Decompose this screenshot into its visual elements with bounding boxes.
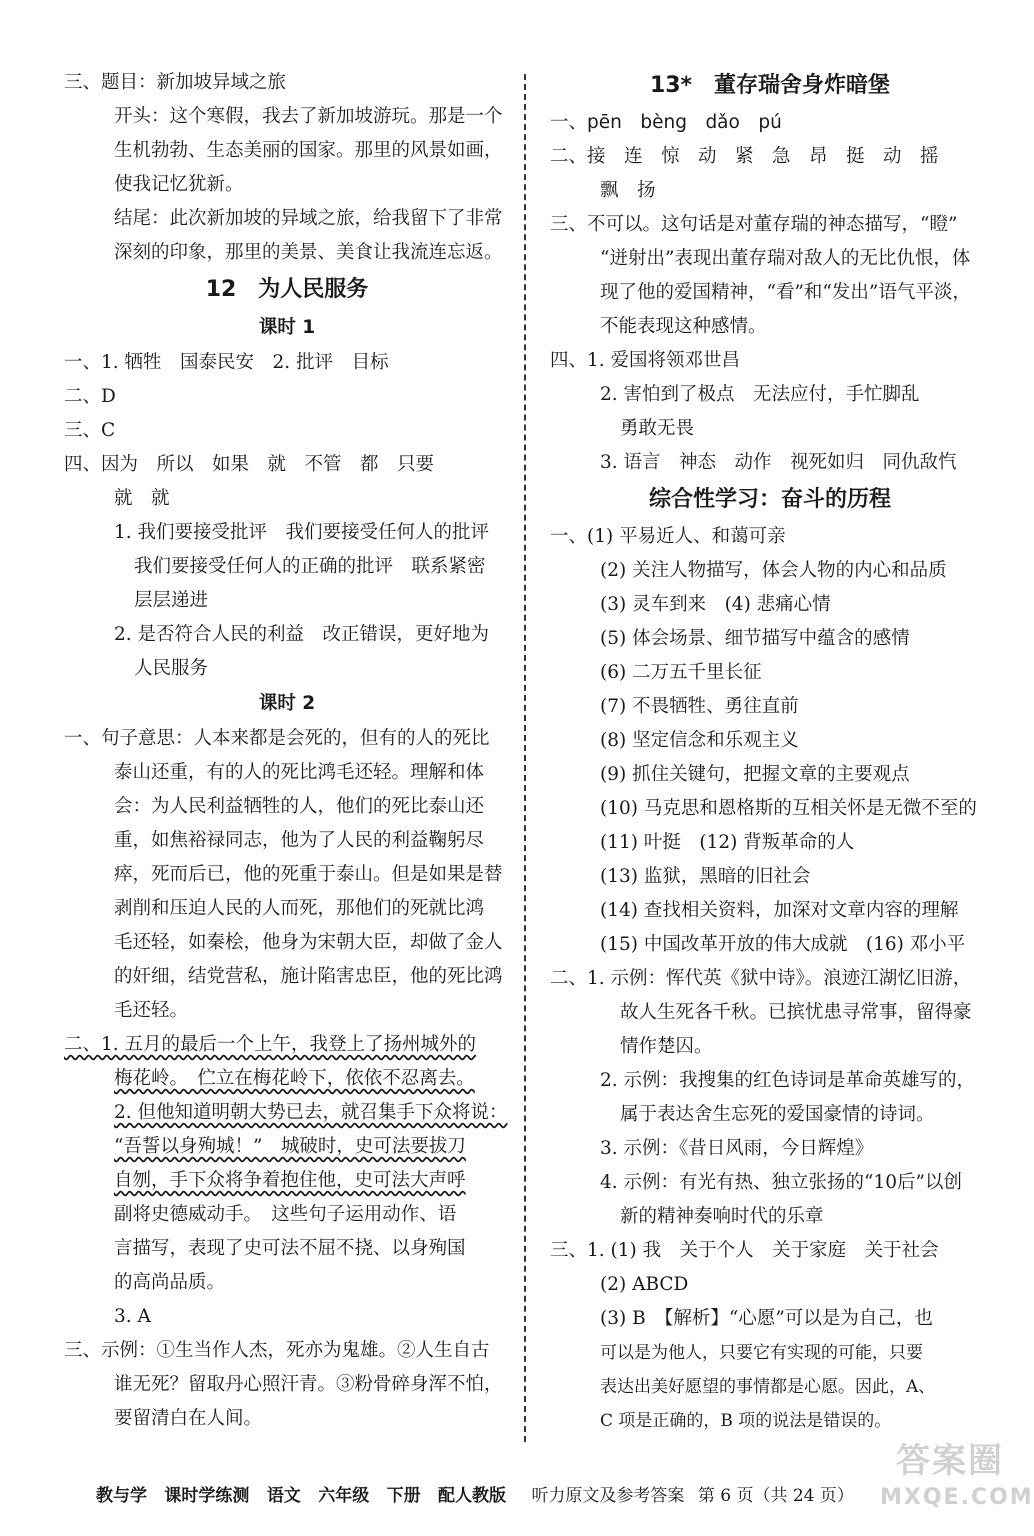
answer-line: 剥削和压迫人民的人而死，那他们的死就比鸿 bbox=[114, 898, 485, 919]
answer-line: 一、(1) 平易近人、和蔼可亲 bbox=[550, 526, 786, 547]
footer-page-number: 第 6 页（共 24 页） bbox=[697, 1486, 854, 1506]
answer-line: 谁无死？留取丹心照汗青。③粉骨碎身浑不怕， bbox=[114, 1374, 503, 1395]
answer-line: 三、1. (1) 我 关于个人 关于家庭 关于社会 bbox=[550, 1240, 939, 1261]
answer-line: 二、接 连 惊 动 紧 急 昂 挺 动 摇 bbox=[550, 146, 939, 167]
answer-line: 1. 我们要接受批评 我们要接受任何人的批评 bbox=[114, 522, 490, 543]
left-column bbox=[64, 66, 510, 1436]
answer-line: 二、1. 五月的最后一个上午，我登上了扬州城外的 bbox=[64, 1034, 477, 1055]
answer-line: 三、示例：①生当作人杰，死亦为鬼雄。②人生自古 bbox=[64, 1340, 490, 1361]
answer-line: 二、1. 示例：恽代英《狱中诗》。浪迹江湖忆旧游， bbox=[550, 968, 972, 989]
answer-line: (5) 体会场景、细节描写中蕴含的感情 bbox=[600, 628, 910, 649]
answer-line: 3. A bbox=[114, 1306, 151, 1327]
page-footer bbox=[96, 1480, 956, 1512]
answer-line: “迸射出”表现出董存瑞对敌人的无比仇恨，体 bbox=[600, 248, 971, 269]
watermark-logo bbox=[880, 1438, 1034, 1530]
answer-line: 我们要接受任何人的正确的批评 联系紧密 bbox=[134, 556, 486, 577]
answer-line: 3. 语言 神态 动作 视死如归 同仇敌忾 bbox=[600, 452, 957, 473]
answer-line: (8) 坚定信念和乐观主义 bbox=[600, 730, 799, 751]
footer-subject: 语文 bbox=[266, 1486, 301, 1506]
section-title: 13* 董存瑞舍身炸暗堡 bbox=[649, 73, 891, 98]
answer-line: 勇敢无畏 bbox=[620, 418, 695, 439]
footer-series: 课时学练测 bbox=[164, 1486, 250, 1506]
answer-line: 飘 扬 bbox=[600, 180, 656, 201]
answer-line: 三、题目：新加坡异域之旅 bbox=[64, 72, 287, 93]
answer-line: 就 就 bbox=[114, 488, 170, 509]
answer-line: (14) 查找相关资料，加深对文章内容的理解 bbox=[600, 900, 959, 921]
lesson-subtitle: 课时 1 bbox=[258, 317, 316, 338]
answer-line: 2. 是否符合人民的利益 改正错误，更好地为 bbox=[114, 624, 490, 645]
answer-line: 不能表现这种感情。 bbox=[600, 316, 767, 337]
footer-brand: 教与学 bbox=[96, 1486, 147, 1506]
answer-line: 可以是为他人，只要它有实现的可能，只要 bbox=[600, 1343, 923, 1363]
answer-line: 瘁，死而后已，他的死重于泰山。但是如果是替 bbox=[114, 864, 503, 885]
answer-line: 生机勃勃、生态美丽的国家。那里的风景如画， bbox=[114, 140, 503, 161]
answer-line: (6) 二万五千里长征 bbox=[600, 662, 762, 683]
watermark-text: 答案圈 bbox=[896, 1441, 1004, 1481]
answer-line: 副将史德威动手。 这些句子运用动作、语 bbox=[114, 1204, 457, 1225]
answer-line: 2. 害怕到了极点 无法应付，手忙脚乱 bbox=[600, 384, 920, 405]
answer-line: 自刎，手下众将争着抱住他，史可法大声呼 bbox=[114, 1170, 466, 1191]
answer-line: 3. 示例：《昔日风雨，今日辉煌》 bbox=[600, 1138, 874, 1159]
answer-line: 现了他的爱国精神，“看”和“发出”语气平淡， bbox=[600, 282, 971, 303]
watermark-url: MXQE.COM bbox=[880, 1485, 1034, 1510]
answer-line: 重，如焦裕禄同志，他为了人民的利益鞠躬尽 bbox=[114, 830, 485, 851]
section-title: 12 为人民服务 bbox=[205, 277, 369, 302]
answer-line: 的奸细，结党营私，施计陷害忠臣，他的死比鸿 bbox=[114, 966, 503, 987]
answer-line: 开头：这个寒假，我去了新加坡游玩。那是一个 bbox=[114, 106, 503, 127]
answer-line: 一、pēn bèng dǎo pú bbox=[550, 112, 782, 133]
lesson-subtitle: 课时 2 bbox=[258, 693, 316, 714]
answer-line: 毛还轻。 bbox=[114, 1000, 189, 1021]
answer-line: (2) 关注人物描写，体会人物的内心和品质 bbox=[600, 560, 947, 581]
answer-line: (2) ABCD bbox=[600, 1274, 689, 1295]
section-title: 综合性学习：奋斗的历程 bbox=[648, 487, 891, 512]
answer-line: 故人生死各千秋。已摈忧患寻常事，留得豪 bbox=[620, 1002, 972, 1023]
footer-volume: 下册 bbox=[386, 1486, 421, 1506]
answer-line: 三、不可以。这句话是对董存瑞的神态描写，“瞪” bbox=[550, 214, 958, 235]
column-divider bbox=[524, 74, 526, 1442]
answer-line: 情作楚囚。 bbox=[620, 1036, 713, 1057]
footer-grade: 六年级 bbox=[318, 1486, 370, 1506]
answer-line: 深刻的印象，那里的美景、美食让我流连忘返。 bbox=[114, 242, 503, 263]
answer-line: “吾誓以身殉城！” 城破时，史可法要拔刀 bbox=[114, 1136, 466, 1157]
answer-line: 人民服务 bbox=[134, 658, 209, 679]
answer-line: 会：为人民利益牺牲的人，他们的死比泰山还 bbox=[114, 796, 485, 817]
answer-line: 四、因为 所以 如果 就 不管 都 只要 bbox=[64, 454, 435, 475]
footer-edition: 配人教版 bbox=[438, 1486, 507, 1506]
answer-line: 的高尚品质。 bbox=[114, 1272, 226, 1293]
answer-line: 梅花岭。 伫立在梅花岭下，依依不忍离去。 bbox=[114, 1068, 475, 1089]
answer-line: (7) 不畏牺牲、勇往直前 bbox=[600, 696, 799, 717]
answer-line: 四、1. 爱国将领邓世昌 bbox=[550, 350, 741, 371]
answer-line: 言描写，表现了史可法不屈不挠、以身殉国 bbox=[114, 1238, 466, 1259]
answer-line: 三、C bbox=[64, 420, 116, 441]
answer-line: 二、D bbox=[64, 386, 116, 407]
answer-line: 毛还轻，如秦桧，他身为宋朝大臣，却做了金人 bbox=[114, 932, 503, 953]
answer-line: 一、句子意思：人本来都是会死的，但有的人的死比 bbox=[64, 728, 490, 749]
answer-line: 4. 示例：有光有热、独立张扬的“10后”以创 bbox=[600, 1172, 962, 1193]
answer-line: (3) B 【解析】“心愿”可以是为自己，也 bbox=[600, 1308, 933, 1329]
answer-line: 属于表达舍生忘死的爱国豪情的诗词。 bbox=[620, 1104, 935, 1125]
right-column bbox=[550, 66, 990, 1438]
answer-line: 2. 示例：我搜集的红色诗词是革命英雄写的， bbox=[600, 1070, 976, 1091]
answer-line: 使我记忆犹新。 bbox=[114, 174, 244, 195]
answer-line: 新的精神奏响时代的乐章 bbox=[620, 1206, 824, 1227]
answer-line: C 项是正确的，B 项的说法是错误的。 bbox=[600, 1411, 892, 1431]
answer-line: (9) 抓住关键句，把握文章的主要观点 bbox=[600, 764, 910, 785]
answer-line: 结尾：此次新加坡的异域之旅，给我留下了非常 bbox=[114, 208, 503, 229]
answer-line: 要留清白在人间。 bbox=[114, 1408, 263, 1429]
answer-line: 表达出美好愿望的事情都是心愿。因此，A、 bbox=[600, 1377, 936, 1397]
answer-line: 泰山还重，有的人的死比鸿毛还轻。理解和体 bbox=[114, 762, 485, 783]
footer-section: 听力原文及参考答案 bbox=[531, 1486, 685, 1506]
answer-line: 一、1. 牺牲 国泰民安 2. 批评 目标 bbox=[64, 352, 389, 373]
answer-line: (15) 中国改革开放的伟大成就 (16) 邓小平 bbox=[600, 934, 966, 955]
answer-line: 2. 但他知道明朝大势已去，就召集手下众将说： bbox=[114, 1102, 508, 1123]
answer-line: 层层递进 bbox=[134, 590, 209, 611]
answer-line: (10) 马克思和恩格斯的互相关怀是无微不至的 bbox=[600, 798, 977, 819]
answer-line: (11) 叶挺 (12) 背叛革命的人 bbox=[600, 832, 855, 853]
answer-line: (13) 监狱，黑暗的旧社会 bbox=[600, 866, 811, 887]
answer-line: (3) 灵车到来 (4) 悲痛心情 bbox=[600, 594, 831, 615]
